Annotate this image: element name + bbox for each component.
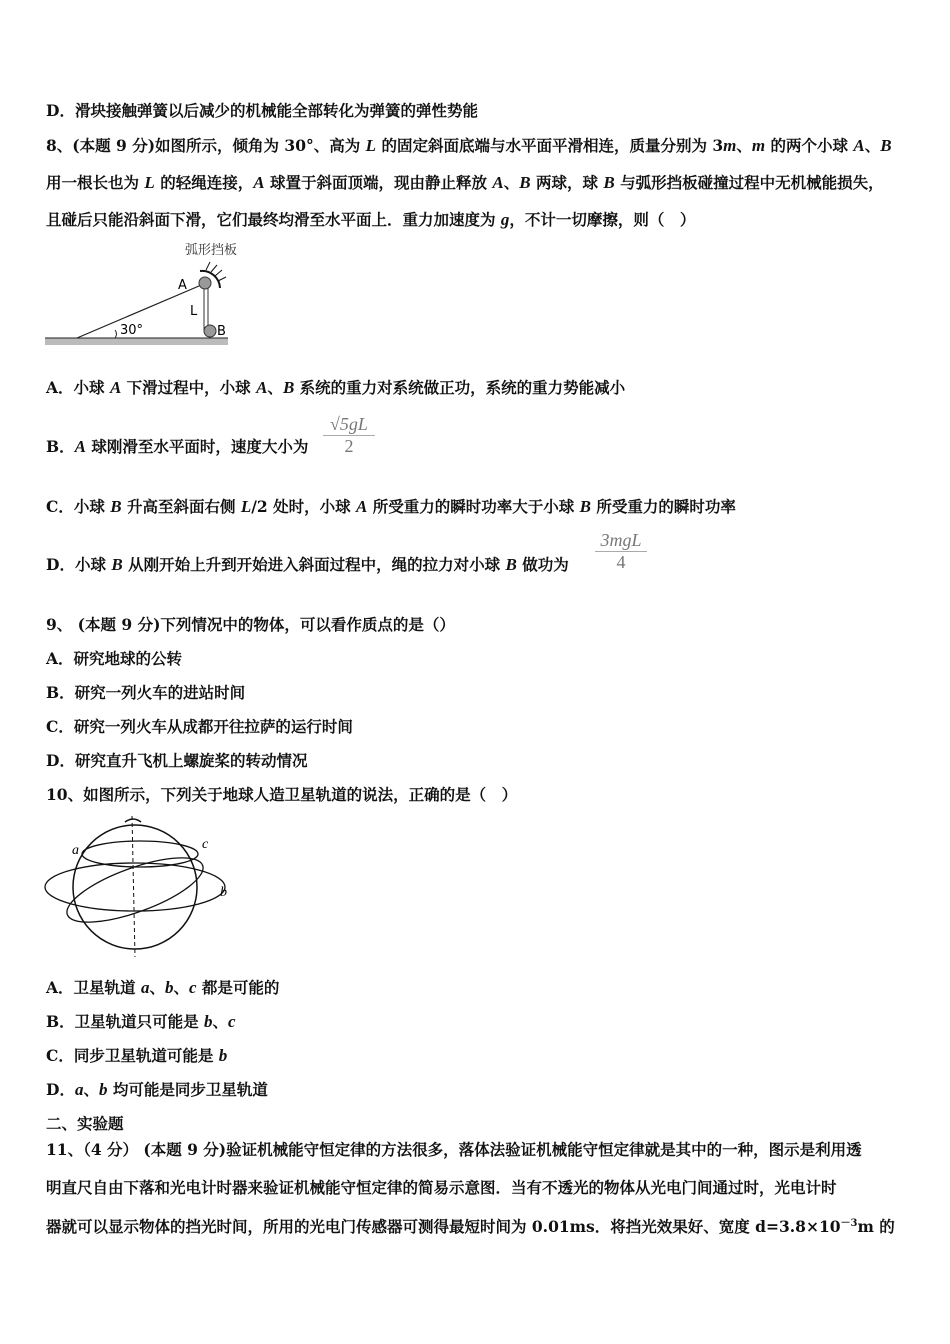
orbit-diagram	[40, 812, 240, 962]
text-segment: 11、（4 分） (本题 9 分)验证机械能守恒定律的方法很多，落体法验证机械能守恒定律就是其中的一种，图示是利用透	[46, 1140, 862, 1159]
math-variable: A	[492, 173, 504, 192]
text-line	[46, 497, 736, 517]
text-line	[46, 101, 478, 121]
text-segment: 的固定斜面底端与水平面平滑相连，质量分别为 3	[376, 136, 724, 155]
text-line	[46, 1140, 862, 1160]
text-segment: D．滑块接触弹簧以后减少的机械能全部转化为弹簧的弹性势能	[46, 101, 478, 120]
text-segment: D．	[46, 1080, 75, 1099]
orbit-equator	[45, 863, 225, 911]
math-variable: B	[880, 136, 892, 155]
text-line	[46, 1178, 837, 1198]
fraction-speed	[323, 414, 375, 457]
text-segment: C．研究一列火车从成都开往拉萨的运行时间	[46, 717, 353, 736]
incline-diagram	[40, 238, 240, 350]
math-variable: B	[110, 497, 122, 516]
text-line	[46, 555, 569, 575]
math-variable: A	[109, 378, 122, 397]
text-segment: ，不计一切摩擦，则（ ）	[509, 210, 696, 229]
text-segment: B．	[46, 437, 75, 456]
text-segment: 系统的重力对系统做正功，系统的重力势能减小	[294, 378, 626, 397]
fraction-denominator: 2	[344, 436, 354, 456]
math-variable: A	[853, 136, 865, 155]
math-variable: B	[282, 378, 295, 397]
text-segment: 器就可以显示物体的挡光时间，所用的光电门传感器可测得最短时间为 0.01ms．将挡光效果好、宽度 d=3.8×10	[46, 1217, 841, 1237]
label-a: A	[178, 278, 187, 293]
text-segment: /2 处时，小球	[251, 497, 357, 516]
text-segment: 球刚滑至水平面时，速度大小为	[85, 437, 309, 456]
math-variable: b	[164, 978, 174, 997]
math-variable: A	[356, 497, 368, 516]
text-segment: 明直尺自由下落和光电计时器来验证机械能守恒定律的简易示意图．当有不透光的物体从光电门间通过时，光电计时	[46, 1178, 837, 1197]
text-segment: 、	[864, 136, 881, 155]
math-variable: B	[579, 497, 591, 516]
text-line	[46, 378, 625, 398]
fraction-denominator: 4	[616, 552, 626, 572]
ball-b	[204, 325, 216, 337]
text-line	[46, 717, 353, 737]
label-orbit-c: c	[202, 837, 209, 852]
math-variable: g	[500, 210, 510, 229]
math-variable: L	[240, 497, 252, 516]
text-segment: A．研究地球的公转	[46, 649, 183, 668]
text-segment: B．卫星轨道只可能是	[46, 1012, 204, 1031]
text-segment: m 的	[857, 1217, 895, 1237]
text-segment: D．小球	[46, 555, 112, 574]
orbit-c	[60, 845, 210, 936]
label-orbit-b: b	[220, 885, 227, 900]
math-variable: B	[111, 555, 123, 574]
text-segment: 都是可能的	[196, 978, 280, 997]
text-line	[46, 785, 517, 805]
label-b: B	[217, 324, 226, 339]
text-segment: 、	[212, 1012, 229, 1031]
text-segment: 所受重力的瞬时功率大于小球	[367, 497, 580, 516]
fraction-numerator: 3mgL	[595, 530, 647, 552]
text-segment: 从刚开始上升到开始进入斜面过程中，绳的拉力对小球	[122, 555, 506, 574]
math-variable: L	[365, 136, 377, 155]
ball-a	[199, 277, 211, 289]
text-segment: 均可能是同步卫星轨道	[107, 1080, 268, 1099]
text-segment: 9、 (本题 9 分)下列情况中的物体，可以看作质点的是（）	[46, 615, 455, 634]
fig8-title: 弧形挡板	[185, 243, 238, 258]
text-segment: 、	[736, 136, 752, 155]
text-segment: 、	[83, 1080, 99, 1099]
text-segment: 8、(本题 9 分)如图所示，倾角为 30°、高为	[46, 136, 366, 155]
math-variable: a	[140, 978, 150, 997]
math-variable: A	[74, 437, 86, 456]
text-segment: A．小球	[46, 378, 110, 397]
math-variable: A	[253, 173, 265, 192]
text-segment: D．研究直升飞机上螺旋桨的转动情况	[46, 751, 308, 770]
math-variable: c	[228, 1012, 236, 1031]
text-segment: 、	[173, 978, 189, 997]
text-segment: 、	[503, 173, 520, 192]
label-angle: 30°	[120, 323, 144, 338]
fraction-numerator: √5gL	[323, 414, 375, 436]
fraction-work	[595, 530, 647, 573]
math-variable: c	[188, 978, 197, 997]
math-variable: L	[144, 173, 155, 192]
text-segment: 做功为	[516, 555, 569, 574]
text-segment: －3	[840, 1218, 858, 1229]
text-line	[46, 437, 308, 457]
text-segment: 用一根长也为	[46, 173, 145, 192]
text-line	[46, 978, 279, 998]
text-segment: 且碰后只能沿斜面下滑，它们最终均滑至水平面上．重力加速度为	[46, 210, 501, 229]
math-variable: B	[505, 555, 517, 574]
text-segment: 与弧形挡板碰撞过程中无机械能损失，	[614, 173, 884, 192]
label-l: L	[190, 304, 198, 319]
text-segment: 下滑过程中，小球	[121, 378, 257, 397]
text-line	[46, 1080, 268, 1100]
text-segment: 、	[267, 378, 283, 397]
text-segment: C．同步卫星轨道可能是	[46, 1046, 219, 1065]
math-variable: m	[723, 136, 737, 155]
math-variable: B	[519, 173, 531, 192]
text-line	[46, 136, 892, 156]
math-variable: b	[218, 1046, 228, 1065]
text-segment: 的轻绳连接，	[154, 173, 254, 192]
text-segment: 所受重力的瞬时功率	[591, 497, 736, 516]
math-variable: b	[204, 1012, 213, 1031]
text-segment: 升高至斜面右侧	[121, 497, 241, 516]
text-line	[46, 1046, 227, 1066]
math-variable: B	[603, 173, 615, 192]
text-line	[46, 1214, 895, 1237]
label-orbit-a: a	[72, 843, 79, 858]
math-variable: m	[751, 136, 766, 155]
text-line	[46, 751, 307, 771]
math-variable: a	[74, 1080, 84, 1099]
text-segment: 、	[149, 978, 165, 997]
text-segment: B．研究一列火车的进站时间	[46, 683, 246, 702]
text-line	[46, 1114, 124, 1134]
text-line	[46, 615, 455, 635]
math-variable: A	[256, 378, 268, 397]
text-segment: 球置于斜面顶端，现由静止释放	[264, 173, 493, 192]
ground	[45, 338, 228, 345]
math-variable: b	[98, 1080, 108, 1099]
text-segment: C．小球	[46, 497, 111, 516]
text-line	[46, 1012, 236, 1032]
text-segment: 二、实验题	[46, 1114, 124, 1133]
text-line	[46, 210, 695, 230]
text-line	[46, 649, 182, 669]
text-segment: 的两个小球	[765, 136, 854, 155]
text-line	[46, 683, 245, 703]
text-line	[46, 173, 884, 193]
text-segment: 10、如图所示，下列关于地球人造卫星轨道的说法，正确的是（ ）	[46, 785, 518, 804]
text-segment: 两球，球	[530, 173, 604, 192]
text-segment: A．卫星轨道	[46, 978, 141, 997]
